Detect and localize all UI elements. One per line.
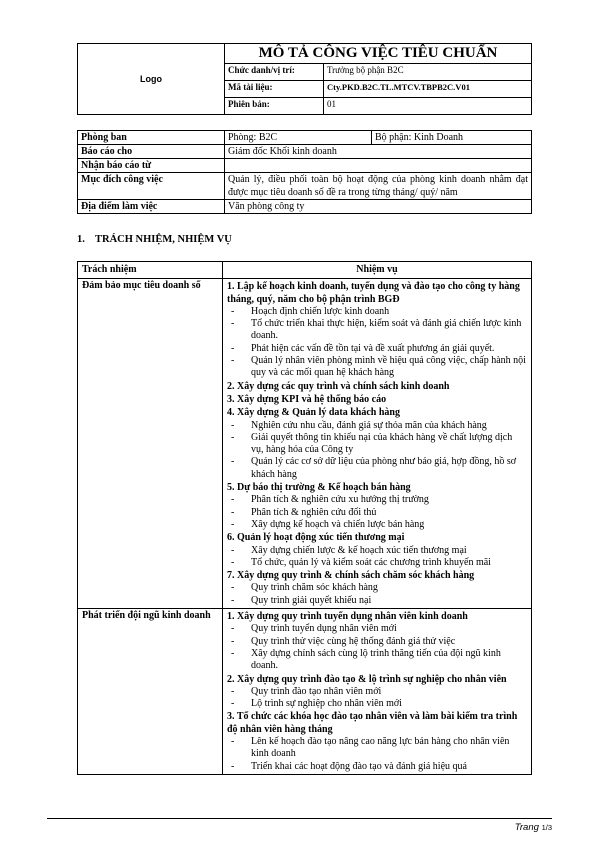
version-label: Phiên bản: bbox=[225, 98, 324, 115]
task-bullet: - Xây dựng chính sách cùng lộ trình thăng tiến của đội ngũ kinh doanh. bbox=[227, 648, 527, 673]
document-code-value: Cty.PKD.B2C.TL.MTCV.TBPB2C.V01 bbox=[324, 81, 532, 98]
section-heading bbox=[77, 234, 232, 245]
task-heading: 1. Lập kế hoạch kinh doanh, tuyển dụng và đào tạo cho công ty hàng tháng, quý, năm cho bộ phận trình BGĐ bbox=[227, 281, 520, 305]
table-row bbox=[78, 609, 532, 775]
logo-placeholder: Logo bbox=[78, 44, 225, 115]
reports-to-label: Báo cáo cho bbox=[78, 145, 225, 159]
task-heading: 1. Xây dựng quy trình tuyển dụng nhân viên kinh doanh bbox=[227, 611, 468, 623]
footer-divider bbox=[47, 818, 552, 819]
task-bullet: - Lên kế hoạch đào tạo nâng cao năng lực bán hàng cho nhân viên kinh doanh bbox=[227, 736, 527, 761]
task-bullet: - Quản lý nhân viên phòng mình về hiệu quả công việc, chấp hành nội quy và các mối quan hệ khách hàng bbox=[227, 355, 527, 380]
work-location-value: Văn phòng công ty bbox=[225, 200, 532, 214]
task-bullet: - Hoạch định chiến lược kinh doanh bbox=[227, 306, 527, 318]
responsibility-column-header: Trách nhiệm bbox=[78, 262, 223, 279]
task-bullet: - Xây dựng chiến lược & kế hoạch xúc tiến thương mại bbox=[227, 545, 527, 557]
task-bullet: - Phân tích & nghiên cứu đối thủ bbox=[227, 507, 527, 519]
page-label: Trang bbox=[514, 822, 539, 833]
document-code-label: Mã tài liệu: bbox=[225, 81, 324, 98]
task-bullet: - Quy trình tuyển dụng nhân viên mới bbox=[227, 623, 527, 635]
job-purpose-label: Mục đích công việc bbox=[78, 173, 225, 200]
task-heading: 7. Xây dựng quy trình & chính sách chăm sóc khách hàng bbox=[227, 570, 475, 582]
task-bullet: - Phân tích & nghiên cứu xu hướng thị trường bbox=[227, 494, 527, 506]
document-title: MÔ TẢ CÔNG VIỆC TIÊU CHUẨN bbox=[225, 44, 532, 64]
task-heading: 6. Quản lý hoạt động xúc tiến thương mại bbox=[227, 532, 405, 544]
document-header bbox=[77, 43, 532, 115]
page-number: 1/3 bbox=[541, 823, 552, 832]
task-bullet: - Phát hiện các vấn đề tồn tại và đề xuất phương án giải quyết. bbox=[227, 343, 527, 355]
department-value: Phòng: B2C bbox=[225, 131, 372, 145]
table-header-row bbox=[78, 262, 532, 279]
task-bullet: - Quy trình chăm sóc khách hàng bbox=[227, 582, 527, 594]
section-number: 1. bbox=[77, 234, 85, 245]
department-label: Phòng ban bbox=[78, 131, 225, 145]
table-row bbox=[78, 279, 532, 609]
task-heading: 3. Xây dựng KPI và hệ thống báo cáo bbox=[227, 393, 387, 405]
task-bullet: - Tổ chức, quản lý và kiểm soát các chương trình khuyến mãi bbox=[227, 557, 527, 569]
task-bullet: - Quy trình thử việc cùng hệ thống đánh giá thử việc bbox=[227, 636, 527, 648]
task-bullet: - Nghiên cứu nhu cầu, đánh giá sự thỏa mãn của khách hàng bbox=[227, 420, 527, 432]
responsibility-cell: Phát triển đội ngũ kinh doanh bbox=[78, 609, 223, 775]
task-bullet: - Triển khai các hoạt động đào tạo và đánh giá hiệu quả bbox=[227, 761, 527, 773]
division-value: Bộ phận: Kinh Doanh bbox=[372, 131, 532, 145]
tasks-cell bbox=[223, 609, 532, 775]
receives-reports-value bbox=[225, 159, 532, 173]
responsibility-cell: Đảm bảo mục tiêu doanh số bbox=[78, 279, 223, 609]
task-bullet: - Giải quyết thông tin khiếu nại của khách hàng về chất lượng dịch vụ, hàng hóa của Công ty bbox=[227, 432, 527, 457]
job-purpose-value: Quản lý, điều phối toàn bộ hoạt động của phòng kinh doanh nhằm đạt được mục tiêu doanh số đề ra trong từng tháng/ quý/ năm bbox=[225, 173, 532, 200]
task-bullet: - Quản lý các cơ sở dữ liệu của phòng như báo giá, hợp đồng, hồ sơ khách hàng bbox=[227, 456, 527, 481]
position-value: Trưởng bộ phận B2C bbox=[324, 64, 532, 81]
section-title: TRÁCH NHIỆM, NHIỆM VỤ bbox=[95, 234, 232, 245]
task-heading: 2. Xây dựng quy trình đào tạo & lộ trình sự nghiệp cho nhân viên bbox=[227, 673, 507, 685]
page-footer bbox=[515, 822, 552, 833]
tasks-cell bbox=[223, 279, 532, 609]
task-bullet: - Xây dựng kế hoạch và chiến lược bán hàng bbox=[227, 519, 527, 531]
tasks-column-header: Nhiệm vụ bbox=[223, 262, 532, 279]
position-label: Chức danh/vị trí: bbox=[225, 64, 324, 81]
version-value: 01 bbox=[324, 98, 532, 115]
task-heading: 4. Xây dựng & Quản lý data khách hàng bbox=[227, 407, 400, 419]
task-heading: 3. Tổ chức các khóa học đào tạo nhân viên và làm bài kiểm tra trình độ nhân viên hàng tháng bbox=[227, 711, 518, 735]
task-heading: 2. Xây dựng các quy trình và chính sách kinh doanh bbox=[227, 380, 450, 392]
task-bullet: - Tổ chức triển khai thực hiện, kiểm soát và đánh giá chiến lược kinh doanh. bbox=[227, 318, 527, 343]
receives-reports-label: Nhận báo cáo từ bbox=[78, 159, 225, 173]
task-bullet: - Lộ trình sự nghiệp cho nhân viên mới bbox=[227, 698, 527, 710]
reports-to-value: Giám đốc Khối kinh doanh bbox=[225, 145, 532, 159]
work-location-label: Địa điểm làm việc bbox=[78, 200, 225, 214]
job-info-table bbox=[77, 130, 532, 214]
duties-table bbox=[77, 261, 532, 775]
task-bullet: - Quy trình giải quyết khiếu nại bbox=[227, 595, 527, 607]
task-heading: 5. Dự báo thị trường & Kế hoạch bán hàng bbox=[227, 482, 411, 494]
task-bullet: - Quy trình đào tạo nhân viên mới bbox=[227, 686, 527, 698]
